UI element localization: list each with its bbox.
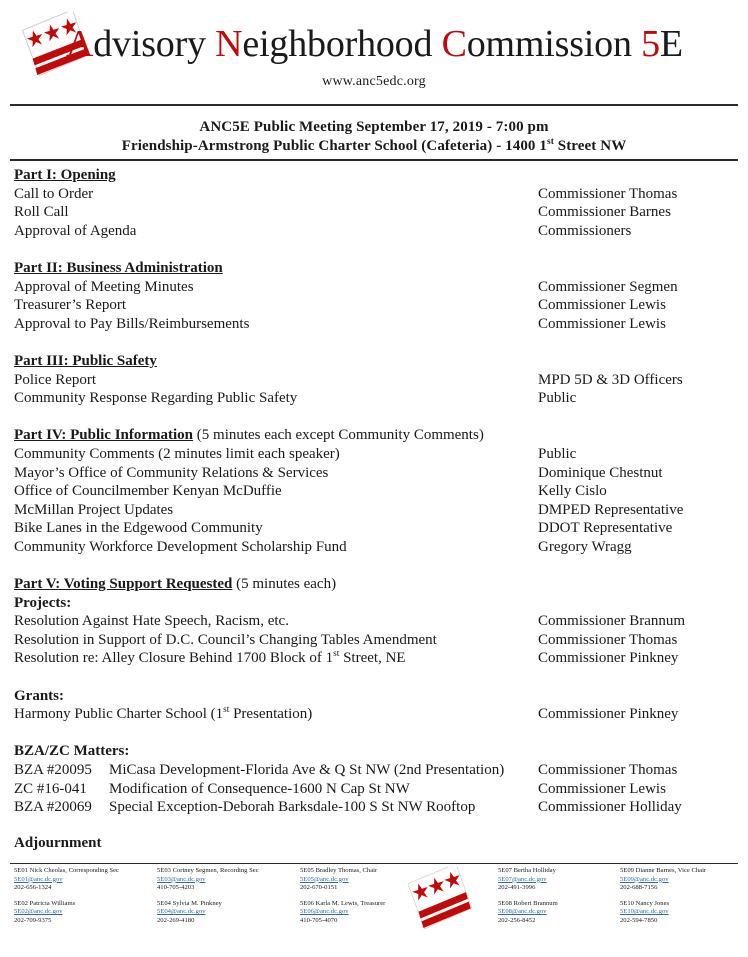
agenda-row: [14, 501, 734, 520]
section-spacer: [14, 724, 734, 743]
commissioner-phone: 202-670-0151: [300, 884, 338, 892]
commissioner-contact: [498, 867, 620, 893]
agenda-item-label: Call to Order: [14, 185, 94, 202]
agenda-row: [14, 185, 734, 204]
commissioner-name: 5E02 Patricia Williams: [14, 899, 76, 907]
meeting-location-post: Street NW: [553, 138, 627, 154]
agenda-item-owner: MPD 5D & 3D Officers: [538, 371, 683, 388]
part-2-title: Part II: Business Administration: [14, 259, 223, 276]
agenda-item-label: Community Workforce Development Scholarship Fund: [14, 538, 347, 555]
agenda-item-owner: Commissioner Pinkney: [538, 650, 679, 667]
ordinal-suffix: st: [547, 137, 554, 147]
agenda-item-label: Bike Lanes in the Edgewood Community: [14, 520, 263, 537]
commissioner-phone: 202-656-1324: [14, 884, 52, 892]
part-5-title: Part V: Voting Support Requested: [14, 576, 233, 593]
commissioner-email-link[interactable]: 5E06@anc.dc.gov: [300, 908, 349, 916]
title-letter-c: C: [441, 23, 467, 65]
title-letter-n: N: [215, 23, 243, 65]
section-spacer: [14, 240, 734, 259]
bza-case-description: MiCasa Development-Florida Ave & Q St NW (2nd Presentation): [109, 762, 505, 778]
agenda-row: [14, 278, 734, 297]
table-row: [14, 798, 734, 817]
bza-case-number: ZC #16-041: [14, 780, 87, 797]
agenda-row: [14, 649, 734, 668]
part-4-note: (5 minutes each except Community Comments): [193, 427, 484, 444]
meeting-title-line1: ANC5E Public Meeting September 17, 2019 - 7:00 pm: [199, 119, 549, 135]
section-spacer: [14, 408, 734, 427]
table-row: [14, 761, 734, 780]
commissioner-email-link[interactable]: 5E01@anc.dc.gov: [14, 875, 63, 883]
agenda-item-owner: Public: [538, 445, 577, 462]
commissioner-email-link[interactable]: 5E09@anc.dc.gov: [620, 875, 669, 883]
agenda-item-owner: Gregory Wragg: [538, 538, 632, 555]
agenda-item-label: Treasurer’s Report: [14, 297, 127, 314]
document-masthead: [0, 0, 748, 104]
agenda-item-owner: Commissioner Holliday: [538, 799, 682, 816]
grant-label-post: Presentation): [229, 706, 313, 723]
agenda-item-owner: Dominique Chestnut: [538, 464, 663, 481]
agenda-row: [14, 519, 734, 538]
commissioner-phone: 202-709-9375: [14, 916, 52, 924]
commissioner-email-link[interactable]: 5E10@anc.dc.gov: [620, 908, 669, 916]
grant-label-pre: Harmony Public Charter School (1: [14, 706, 224, 723]
commissioner-name: 5E03 Cortney Segmen, Recording Sec: [157, 867, 259, 874]
agenda-item-owner: Kelly Cislo: [538, 483, 607, 500]
agenda-body: [0, 161, 748, 835]
footer-column: [157, 867, 300, 933]
part-1-title: Part I: Opening: [14, 167, 116, 183]
commissioner-contact-grid: [0, 867, 748, 933]
part-5-note: (5 minutes each): [232, 576, 337, 593]
agenda-row: [14, 315, 734, 334]
commissioner-phone: 202-269-4180: [157, 916, 195, 924]
section-spacer: [14, 333, 734, 352]
agenda-item-label: Community Comments (2 minutes limit each speaker): [14, 445, 340, 462]
subsection-bza-label: BZA/ZC Matters:: [14, 743, 130, 760]
agenda-item-label: McMillan Project Updates: [14, 501, 174, 518]
commissioner-contact: [620, 900, 748, 926]
commissioner-name: 5E04 Sylvia M. Pinkney: [157, 899, 222, 907]
commissioner-email-link[interactable]: 5E07@anc.dc.gov: [498, 875, 547, 883]
agenda-item-label: Community Response Regarding Public Safety: [14, 390, 298, 407]
commissioner-name: 5E07 Bertha Holliday: [498, 867, 556, 874]
footer-column: [620, 867, 748, 933]
section-heading-part-5: [14, 575, 734, 594]
agenda-item-label: Mayor’s Office of Community Relations & Services: [14, 464, 329, 481]
subsection-grants-label: Grants:: [14, 687, 64, 704]
commissioner-name: 5E10 Nancy Jones: [620, 899, 670, 907]
agenda-item-label: Resolution in Support of D.C. Council’s Changing Tables Amendment: [14, 631, 437, 648]
commissioner-contact: [498, 900, 620, 926]
section-heading-part-3: [14, 352, 734, 371]
commissioner-email-link[interactable]: 5E03@anc.dc.gov: [157, 875, 206, 883]
agenda-item-owner: Commissioner Lewis: [538, 315, 666, 332]
commissioner-phone: 202-491-3996: [498, 884, 536, 892]
meeting-location-pre: Friendship-Armstrong Public Charter School (Cafeteria) - 1400 1: [121, 138, 547, 154]
commissioner-contact: [157, 867, 300, 893]
agenda-item-label: [14, 705, 538, 724]
commissioner-contact: [620, 867, 748, 893]
agenda-row: [14, 371, 734, 390]
agenda-row: [14, 538, 734, 557]
part-3-title: Part III: Public Safety: [14, 352, 157, 369]
title-seg-dvisory: dvisory: [93, 23, 216, 65]
title-seg-eighborhood: eighborhood: [242, 23, 442, 65]
commissioner-phone: 202-256-8452: [498, 916, 536, 924]
agenda-item-owner: Commissioner Segmen: [538, 278, 678, 295]
commissioner-email-link[interactable]: 5E04@anc.dc.gov: [157, 908, 206, 916]
commissioner-name: 5E01 Nick Cheolas, Corresponding Sec: [14, 867, 119, 874]
agenda-item-owner: Public: [538, 390, 577, 407]
commissioner-email-link[interactable]: 5E08@anc.dc.gov: [498, 908, 547, 916]
agenda-row: [14, 389, 734, 408]
subsection-projects-label: Projects:: [14, 594, 72, 611]
agenda-item-label: Approval of Agenda: [14, 222, 137, 239]
commissioner-name: 5E09 Dianne Barnes, Vice Chair: [620, 867, 707, 874]
ordinal-suffix: st: [333, 649, 340, 660]
agenda-row: [14, 612, 734, 631]
title-digit-5: 5: [641, 23, 660, 65]
bza-case-description: Special Exception-Deborah Barksdale-100 S St NW Rooftop: [109, 799, 476, 816]
bza-case-description: Modification of Consequence-1600 N Cap St NW: [109, 780, 410, 797]
dc-flag-icon-footer: [408, 867, 472, 933]
alley-label-pre: Resolution re: Alley Closure Behind 1700 Block of 1: [14, 650, 334, 667]
bza-case-number: BZA #20069: [14, 799, 92, 816]
page-title: [66, 22, 683, 66]
section-spacer: [14, 556, 734, 575]
agenda-item-label: Roll Call: [14, 204, 69, 221]
section-spacer: [14, 817, 734, 836]
agenda-item-owner: Commissioner Thomas: [538, 631, 678, 648]
agenda-item-label: Police Report: [14, 371, 97, 388]
agenda-row: [14, 203, 734, 222]
commissioner-phone: 410-705-4070: [300, 916, 338, 924]
agenda-item-owner: Commissioner Barnes: [538, 204, 671, 221]
commissioner-phone: 410-705-4203: [157, 884, 195, 892]
title-seg-ommission: ommission: [466, 23, 642, 65]
section-spacer: [14, 668, 734, 687]
agenda-row: [14, 631, 734, 650]
commissioner-email-link[interactable]: 5E02@anc.dc.gov: [14, 908, 63, 916]
agenda-row: [14, 464, 734, 483]
footer-column: [498, 867, 620, 933]
adjournment-heading: Adjournment: [14, 835, 102, 852]
footer-divider: [10, 863, 738, 864]
agenda-item-owner: Commissioner Lewis: [538, 297, 666, 314]
footer-column: [14, 867, 157, 933]
bza-case-number: BZA #20095: [14, 762, 92, 778]
document-footer: [0, 863, 748, 957]
commissioner-name: 5E08 Robert Brannum: [498, 899, 558, 907]
alley-label-post: Street, NE: [339, 650, 406, 667]
agenda-item-owner: Commissioner Lewis: [538, 780, 666, 797]
section-heading-part-4: [14, 426, 734, 445]
meeting-heading: [0, 106, 748, 156]
commissioner-contact: [14, 900, 157, 926]
commissioner-contact: [14, 867, 157, 893]
agenda-item-owner: Commissioners: [538, 222, 632, 239]
commissioner-contact: [157, 900, 300, 926]
agenda-row: [14, 222, 734, 241]
commissioner-name: 5E06 Karla M. Lewis, Treasurer: [300, 899, 386, 907]
agenda-item-owner: Commissioner Brannum: [538, 613, 686, 630]
title-letter-a: A: [66, 23, 94, 65]
website-url[interactable]: www.anc5edc.org: [322, 74, 426, 89]
agenda-row: [14, 482, 734, 501]
agenda-item-label: Approval to Pay Bills/Reimbursements: [14, 315, 250, 332]
agenda-item-owner: Commissioner Thomas: [538, 762, 678, 778]
agenda-item-label: Approval of Meeting Minutes: [14, 278, 194, 295]
table-row: [14, 780, 734, 799]
agenda-item-label: [14, 798, 538, 817]
agenda-item-owner: DMPED Representative: [538, 501, 684, 518]
commissioner-email-link[interactable]: 5E05@anc.dc.gov: [300, 875, 349, 883]
part-4-title: Part IV: Public Information: [14, 427, 194, 444]
ordinal-suffix: st: [223, 705, 230, 716]
agenda-item-label: [14, 649, 538, 668]
agenda-item-label: Resolution Against Hate Speech, Racism, etc.: [14, 613, 289, 630]
commissioner-phone: 202-594-7850: [620, 916, 658, 924]
title-letter-e: E: [659, 23, 683, 65]
section-heading-part-1: [14, 166, 734, 185]
agenda-item-label: Office of Councilmember Kenyan McDuffie: [14, 483, 282, 500]
commissioner-phone: 202-688-7156: [620, 884, 658, 892]
agenda-item-label: [14, 780, 538, 799]
section-heading-part-2: [14, 259, 734, 278]
agenda-row: [14, 705, 734, 724]
agenda-item-owner: Commissioner Thomas: [538, 185, 678, 202]
agenda-row: [14, 296, 734, 315]
agenda-row: [14, 445, 734, 464]
agenda-item-label: [14, 761, 538, 780]
commissioner-name: 5E05 Bradley Thomas, Chair: [300, 867, 378, 874]
agenda-item-owner: DDOT Representative: [538, 520, 673, 537]
meeting-location-line: [0, 137, 748, 156]
agenda-item-owner: Commissioner Pinkney: [538, 706, 679, 723]
